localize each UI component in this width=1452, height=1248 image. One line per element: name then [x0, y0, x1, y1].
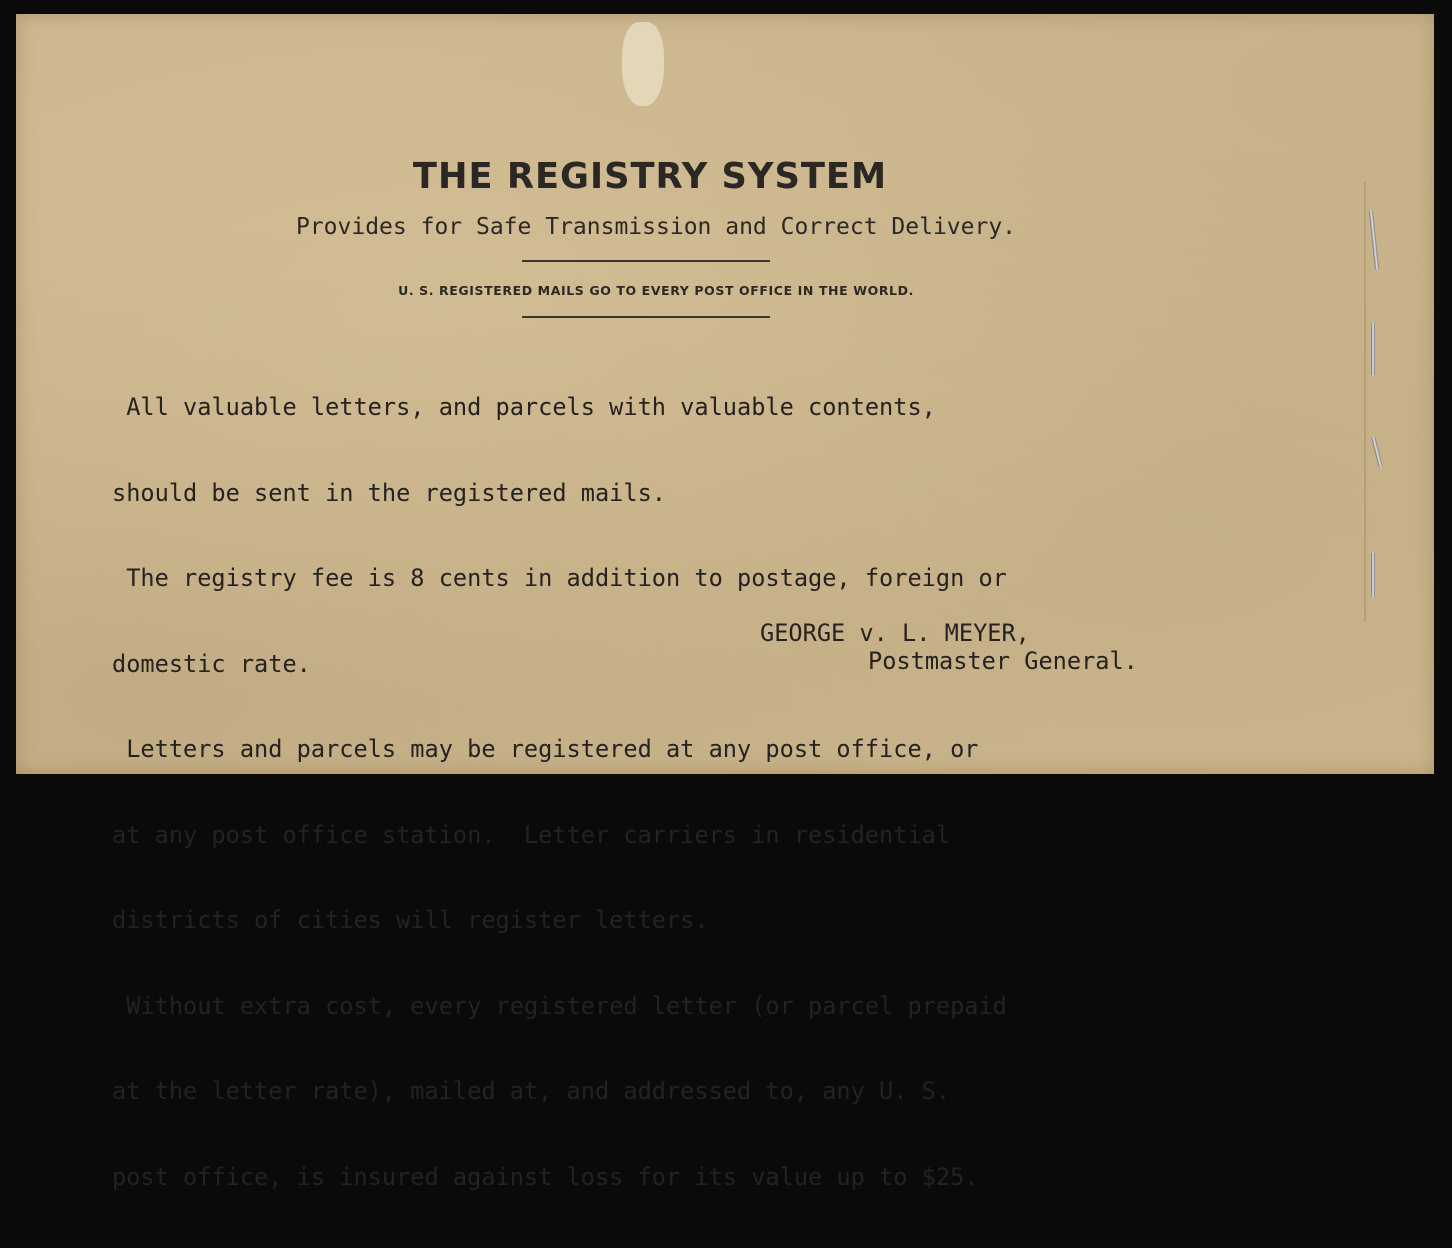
- staple-3: [1371, 436, 1383, 468]
- binding-edge: [1364, 182, 1366, 622]
- staple-4: [1371, 552, 1375, 598]
- subtitle: Provides for Safe Transmission and Correct Delivery.: [295, 214, 1017, 240]
- staple-1: [1369, 210, 1379, 270]
- body-line: at any post office station. Letter carriers in residential: [112, 820, 951, 849]
- staple-2: [1371, 322, 1375, 376]
- body-paragraphs: [112, 336, 1007, 1248]
- signature-title: Postmaster General.: [868, 647, 1138, 675]
- divider-top: [522, 260, 770, 262]
- page-title: THE REGISTRY SYSTEM: [412, 156, 888, 197]
- worn-spot: [622, 22, 664, 106]
- body-line: should be sent in the registered mails.: [112, 478, 666, 507]
- body-line: districts of cities will register letters.: [112, 906, 709, 934]
- body-line: All valuable letters, and parcels with valuable contents,: [112, 393, 936, 421]
- registry-card: [16, 14, 1434, 1191]
- divider-bottom: [522, 316, 770, 318]
- body-line: The registry fee is 8 cents in addition to postage, foreign or: [112, 564, 1007, 592]
- notice-text: U. S. REGISTERED MAILS GO TO EVERY POST OFFICE IN THE WORLD.: [398, 283, 914, 298]
- body-line: post office, is insured against loss for its value up to $25.: [112, 1162, 979, 1191]
- signature-name: GEORGE v. L. MEYER,: [760, 619, 1030, 647]
- body-line: at the letter rate), mailed at, and addressed to, any U. S.: [112, 1077, 951, 1105]
- body-line: Without extra cost, every registered letter (or parcel prepaid: [112, 991, 1007, 1020]
- body-line: domestic rate.: [112, 649, 311, 678]
- body-line: Letters and parcels may be registered at any post office, or: [112, 735, 979, 763]
